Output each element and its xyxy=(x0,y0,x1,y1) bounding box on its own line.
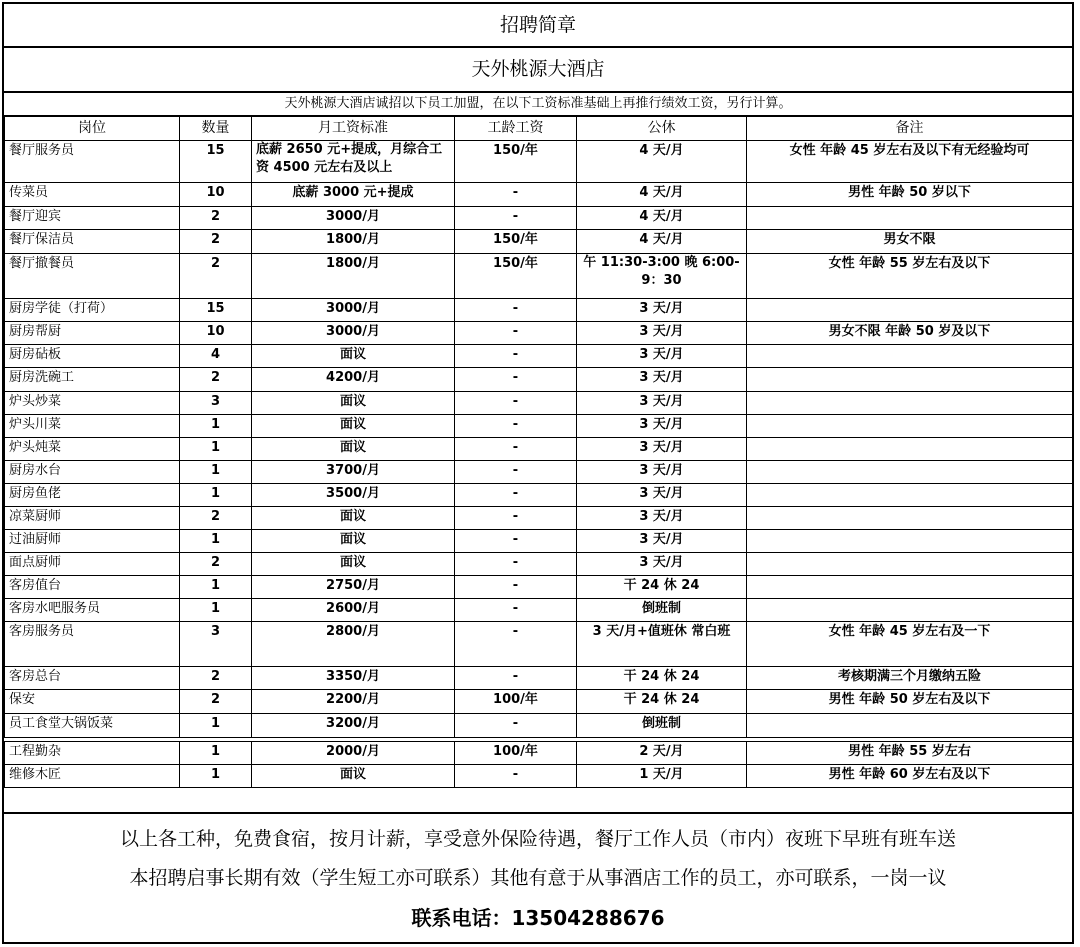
seniority-cell: 150/年 xyxy=(455,230,577,254)
salary-cell: 4200/月 xyxy=(252,368,455,392)
seniority-cell: - xyxy=(455,576,577,599)
salary-cell: 3000/月 xyxy=(252,322,455,345)
rest-cell: 4 天/月 xyxy=(577,230,747,254)
note-cell xyxy=(747,415,1073,438)
seniority-cell: 100/年 xyxy=(455,690,577,714)
seniority-cell: - xyxy=(455,415,577,438)
post-cell: 炉头川菜 xyxy=(5,415,180,438)
salary-cell: 3350/月 xyxy=(252,667,455,690)
post-cell: 餐厅撤餐员 xyxy=(5,254,180,299)
count-cell: 1 xyxy=(180,530,252,553)
table-row xyxy=(5,553,1073,576)
post-cell: 厨房水台 xyxy=(5,461,180,484)
count-cell: 1 xyxy=(180,438,252,461)
post-cell: 餐厅保洁员 xyxy=(5,230,180,254)
table-row xyxy=(5,299,1073,322)
seniority-cell: - xyxy=(455,507,577,530)
salary-cell: 底薪 2650 元+提成，月综合工资 4500 元左右及以上 xyxy=(252,141,455,183)
count-cell: 1 xyxy=(180,415,252,438)
rest-cell: 4 天/月 xyxy=(577,141,747,183)
note-cell: 女性 年龄 55 岁左右及以下 xyxy=(747,254,1073,299)
seniority-cell: - xyxy=(455,368,577,392)
table-row xyxy=(5,622,1073,667)
salary-cell: 2750/月 xyxy=(252,576,455,599)
salary-cell: 3700/月 xyxy=(252,461,455,484)
count-cell: 1 xyxy=(180,742,252,765)
table-row xyxy=(5,599,1073,622)
seniority-cell: 150/年 xyxy=(455,254,577,299)
post-cell: 厨房学徒（打荷） xyxy=(5,299,180,322)
seniority-cell: - xyxy=(455,392,577,415)
count-cell: 2 xyxy=(180,690,252,714)
count-cell: 10 xyxy=(180,322,252,345)
seniority-cell: - xyxy=(455,530,577,553)
table-row xyxy=(5,438,1073,461)
note-cell xyxy=(747,599,1073,622)
rest-cell: 3 天/月 xyxy=(577,322,747,345)
count-cell: 1 xyxy=(180,714,252,738)
note-cell xyxy=(747,507,1073,530)
seniority-cell: - xyxy=(455,667,577,690)
seniority-cell: - xyxy=(455,553,577,576)
note-cell: 女性 年龄 45 岁左右及一下 xyxy=(747,622,1073,667)
count-cell: 10 xyxy=(180,183,252,207)
table-header-row xyxy=(5,117,1073,141)
count-cell: 2 xyxy=(180,667,252,690)
count-cell: 4 xyxy=(180,345,252,368)
seniority-cell: - xyxy=(455,207,577,230)
post-cell: 凉菜厨师 xyxy=(5,507,180,530)
salary-cell: 3000/月 xyxy=(252,207,455,230)
table-body xyxy=(5,141,1073,788)
table-row xyxy=(5,461,1073,484)
note-cell xyxy=(747,299,1073,322)
rest-cell: 倒班制 xyxy=(577,714,747,738)
table-row xyxy=(5,530,1073,553)
salary-cell: 面议 xyxy=(252,553,455,576)
note-cell: 考核期满三个月缴纳五险 xyxy=(747,667,1073,690)
rest-cell: 2 天/月 xyxy=(577,742,747,765)
post-cell: 工程勤杂 xyxy=(5,742,180,765)
table-row xyxy=(5,392,1073,415)
rest-cell: 3 天/月 xyxy=(577,345,747,368)
rest-cell: 3 天/月+值班休 常白班 xyxy=(577,622,747,667)
table-row xyxy=(5,742,1073,765)
post-cell: 厨房砧板 xyxy=(5,345,180,368)
table-row xyxy=(5,714,1073,738)
post-cell: 炉头炖菜 xyxy=(5,438,180,461)
count-cell: 2 xyxy=(180,207,252,230)
benefits-text: 以上各工种，免费食宿，按月计薪，享受意外保险待遇，餐厅工作人员（市内）夜班下早班有班车送 xyxy=(119,828,956,850)
rest-cell: 午 11:30-3:00 晚 6:00-9：30 xyxy=(577,254,747,299)
note-cell xyxy=(747,207,1073,230)
note-cell: 女性 年龄 45 岁左右及以下有无经验均可 xyxy=(747,141,1073,183)
seniority-cell: - xyxy=(455,322,577,345)
rest-cell: 3 天/月 xyxy=(577,461,747,484)
salary-cell: 面议 xyxy=(252,345,455,368)
count-cell: 2 xyxy=(180,507,252,530)
seniority-cell: - xyxy=(455,599,577,622)
seniority-cell: - xyxy=(455,183,577,207)
note-cell: 男性 年龄 60 岁左右及以下 xyxy=(747,765,1073,788)
seniority-cell: - xyxy=(455,484,577,507)
salary-cell: 3500/月 xyxy=(252,484,455,507)
rest-cell: 干 24 休 24 xyxy=(577,690,747,714)
validity-text: 本招聘启事长期有效（学生短工亦可联系）其他有意于从事酒店工作的员工，亦可联系，一岗一议 xyxy=(129,867,947,889)
column-header-salary: 月工资标准 xyxy=(252,117,455,141)
contact-phone: 联系电话：13504288676 xyxy=(411,906,665,930)
note-cell: 男性 年龄 55 岁左右 xyxy=(747,742,1073,765)
table-row xyxy=(5,667,1073,690)
note-cell xyxy=(747,368,1073,392)
salary-cell: 面议 xyxy=(252,765,455,788)
table-row xyxy=(5,345,1073,368)
post-cell: 维修木匠 xyxy=(5,765,180,788)
salary-cell: 2800/月 xyxy=(252,622,455,667)
post-cell: 炉头炒菜 xyxy=(5,392,180,415)
seniority-cell: - xyxy=(455,438,577,461)
post-cell: 餐厅服务员 xyxy=(5,141,180,183)
count-cell: 2 xyxy=(180,230,252,254)
table-row xyxy=(5,507,1073,530)
seniority-cell: - xyxy=(455,765,577,788)
salary-cell: 2600/月 xyxy=(252,599,455,622)
recruitment-notice xyxy=(2,2,1074,944)
column-header-note: 备注 xyxy=(747,117,1073,141)
salary-cell: 底薪 3000 元+提成 xyxy=(252,183,455,207)
post-cell: 保安 xyxy=(5,690,180,714)
rest-cell: 3 天/月 xyxy=(577,438,747,461)
post-cell: 客房总台 xyxy=(5,667,180,690)
notice-title: 招聘简章 xyxy=(4,4,1072,48)
seniority-cell: - xyxy=(455,622,577,667)
note-cell: 男女不限 xyxy=(747,230,1073,254)
note-cell xyxy=(747,553,1073,576)
seniority-cell: 100/年 xyxy=(455,742,577,765)
note-cell: 男性 年龄 50 岁左右及以下 xyxy=(747,690,1073,714)
table-row xyxy=(5,576,1073,599)
post-cell: 过油厨师 xyxy=(5,530,180,553)
note-cell: 男性 年龄 50 岁以下 xyxy=(747,183,1073,207)
post-cell: 传菜员 xyxy=(5,183,180,207)
post-cell: 员工食堂大锅饭菜 xyxy=(5,714,180,738)
note-cell xyxy=(747,576,1073,599)
table-row xyxy=(5,415,1073,438)
salary-cell: 面议 xyxy=(252,507,455,530)
post-cell: 餐厅迎宾 xyxy=(5,207,180,230)
count-cell: 1 xyxy=(180,461,252,484)
rest-cell: 倒班制 xyxy=(577,599,747,622)
note-cell xyxy=(747,392,1073,415)
count-cell: 1 xyxy=(180,599,252,622)
salary-cell: 2200/月 xyxy=(252,690,455,714)
rest-cell: 3 天/月 xyxy=(577,299,747,322)
note-cell xyxy=(747,461,1073,484)
count-cell: 15 xyxy=(180,299,252,322)
salary-cell: 1800/月 xyxy=(252,254,455,299)
count-cell: 3 xyxy=(180,392,252,415)
post-cell: 厨房洗碗工 xyxy=(5,368,180,392)
rest-cell: 3 天/月 xyxy=(577,484,747,507)
seniority-cell: - xyxy=(455,345,577,368)
seniority-cell: 150/年 xyxy=(455,141,577,183)
job-table xyxy=(4,116,1073,788)
rest-cell: 3 天/月 xyxy=(577,415,747,438)
note-cell xyxy=(747,714,1073,738)
note-cell xyxy=(747,484,1073,507)
table-row xyxy=(5,230,1073,254)
rest-cell: 3 天/月 xyxy=(577,368,747,392)
table-row xyxy=(5,484,1073,507)
table-row xyxy=(5,368,1073,392)
table-row xyxy=(5,254,1073,299)
intro-text: 天外桃源大酒店诚招以下员工加盟，在以下工资标准基础上再推行绩效工资，另行计算。 xyxy=(4,93,1072,116)
table-row xyxy=(5,690,1073,714)
table-row xyxy=(5,207,1073,230)
count-cell: 2 xyxy=(180,553,252,576)
table-row xyxy=(5,141,1073,183)
salary-cell: 2000/月 xyxy=(252,742,455,765)
note-cell xyxy=(747,345,1073,368)
note-cell: 男女不限 年龄 50 岁及以下 xyxy=(747,322,1073,345)
seniority-cell: - xyxy=(455,714,577,738)
post-cell: 客房水吧服务员 xyxy=(5,599,180,622)
rest-cell: 4 天/月 xyxy=(577,207,747,230)
rest-cell: 4 天/月 xyxy=(577,183,747,207)
rest-cell: 干 24 休 24 xyxy=(577,576,747,599)
post-cell: 厨房帮厨 xyxy=(5,322,180,345)
rest-cell: 3 天/月 xyxy=(577,507,747,530)
hotel-name: 天外桃源大酒店 xyxy=(4,48,1072,93)
rest-cell: 1 天/月 xyxy=(577,765,747,788)
column-header-seniority: 工龄工资 xyxy=(455,117,577,141)
column-header-rest: 公休 xyxy=(577,117,747,141)
post-cell: 客房值台 xyxy=(5,576,180,599)
post-cell: 客房服务员 xyxy=(5,622,180,667)
table-row xyxy=(5,322,1073,345)
footer xyxy=(4,812,1072,942)
seniority-cell: - xyxy=(455,299,577,322)
salary-cell: 面议 xyxy=(252,438,455,461)
note-cell xyxy=(747,530,1073,553)
salary-cell: 面议 xyxy=(252,392,455,415)
count-cell: 1 xyxy=(180,765,252,788)
count-cell: 1 xyxy=(180,484,252,507)
salary-cell: 1800/月 xyxy=(252,230,455,254)
salary-cell: 3000/月 xyxy=(252,299,455,322)
salary-cell: 面议 xyxy=(252,415,455,438)
note-cell xyxy=(747,438,1073,461)
count-cell: 2 xyxy=(180,254,252,299)
seniority-cell: - xyxy=(455,461,577,484)
post-cell: 厨房鱼佬 xyxy=(5,484,180,507)
rest-cell: 3 天/月 xyxy=(577,553,747,576)
table-row xyxy=(5,765,1073,788)
count-cell: 2 xyxy=(180,368,252,392)
count-cell: 15 xyxy=(180,141,252,183)
rest-cell: 3 天/月 xyxy=(577,392,747,415)
column-header-post: 岗位 xyxy=(5,117,180,141)
count-cell: 3 xyxy=(180,622,252,667)
count-cell: 1 xyxy=(180,576,252,599)
salary-cell: 3200/月 xyxy=(252,714,455,738)
rest-cell: 3 天/月 xyxy=(577,530,747,553)
salary-cell: 面议 xyxy=(252,530,455,553)
column-header-count: 数量 xyxy=(180,117,252,141)
post-cell: 面点厨师 xyxy=(5,553,180,576)
rest-cell: 干 24 休 24 xyxy=(577,667,747,690)
table-row xyxy=(5,183,1073,207)
